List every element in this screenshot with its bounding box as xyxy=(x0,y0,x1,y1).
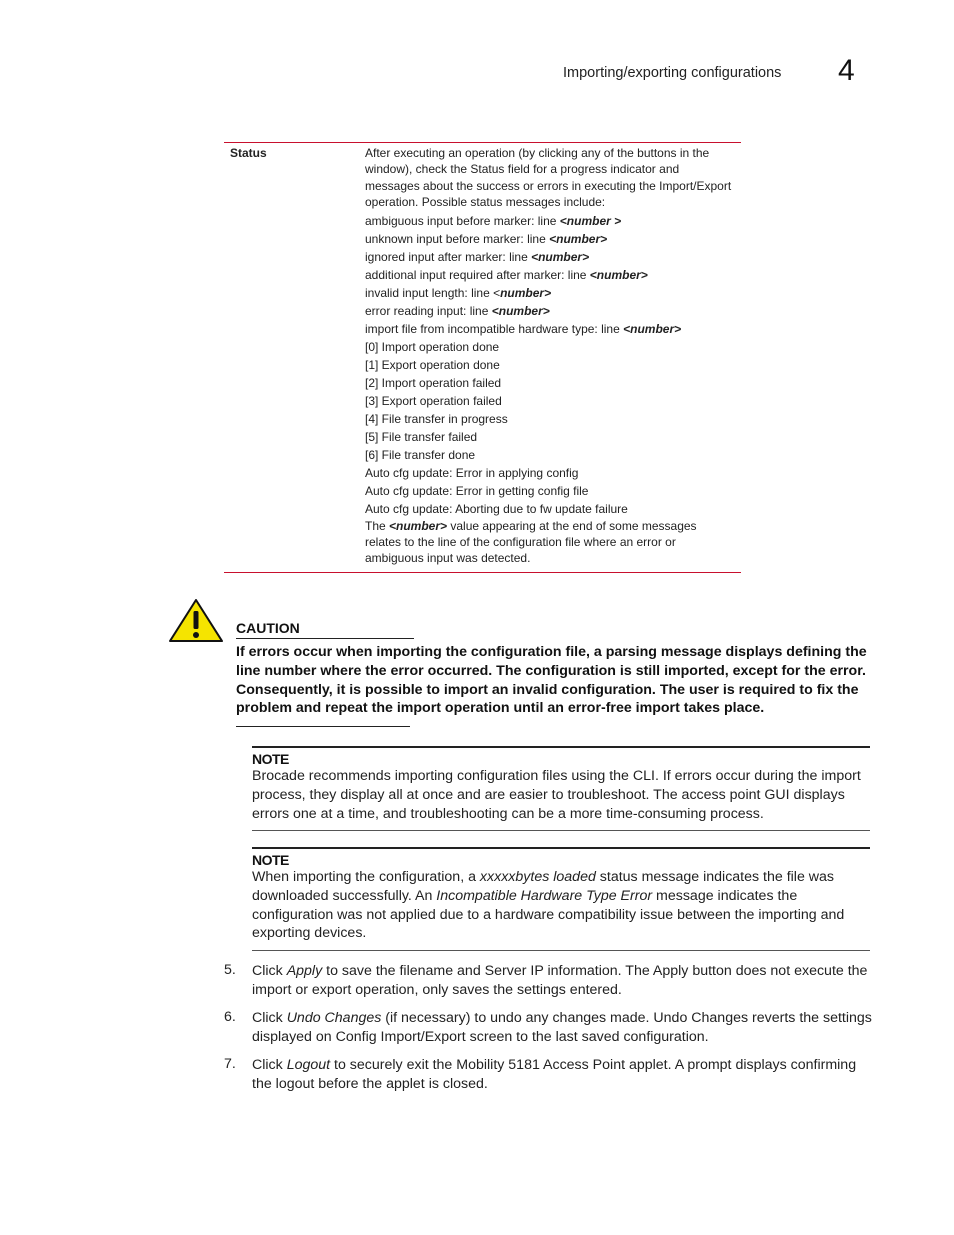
status-message: Auto cfg update: Aborting due to fw update failure xyxy=(365,501,628,516)
status-message: [5] File transfer failed xyxy=(365,429,478,444)
number-token: <number > xyxy=(559,213,622,228)
warning-triangle-icon xyxy=(168,598,224,643)
status-message: import file from incompatible hardware type: line <number> xyxy=(365,321,682,336)
table-top-rule xyxy=(224,142,741,143)
note-rule-top xyxy=(252,847,870,849)
status-message: [6] File transfer done xyxy=(365,447,476,462)
number-token: <number> xyxy=(549,231,608,246)
status-outro: The <number> value appearing at the end of some messages relates to the line of the configuration file where an error or ambiguous input was detected. xyxy=(365,518,697,566)
status-message: invalid input length: line <number> xyxy=(365,285,552,300)
section-title: Importing/exporting configurations xyxy=(563,65,782,81)
status-message: [1] Export operation done xyxy=(365,357,500,372)
step-text: Click Logout to securely exit the Mobility 5181 Access Point applet. A prompt displays confirming the logout before the applet is closed. xyxy=(252,1057,857,1092)
number-token: <number> xyxy=(589,267,648,282)
status-message: ignored input after marker: line <number> xyxy=(365,249,590,264)
step-number: 7. xyxy=(224,1056,236,1072)
status-message: Auto cfg update: Error in getting config file xyxy=(365,483,589,498)
number-token: <number> xyxy=(491,303,550,318)
caution-text: If errors occur when importing the configuration file, a parsing message displays defining the line number where the error occurred. The configuration is still imported, except for the error. Consequently, it is possible to import an invalid configuration. The user is required to fix the problem and repeat the import operation until an error-free import takes place. xyxy=(236,644,867,717)
step-number: 5. xyxy=(224,962,236,978)
chapter-number: 4 xyxy=(838,54,855,87)
status-message: unknown input before marker: line <number> xyxy=(365,231,608,246)
note-rule-top xyxy=(252,746,870,748)
note-rule-bottom xyxy=(252,950,870,951)
status-message: Auto cfg update: Error in applying config xyxy=(365,465,579,480)
status-message: [2] Import operation failed xyxy=(365,375,502,390)
number-token: <number> xyxy=(531,249,590,264)
status-message-list xyxy=(365,212,733,518)
status-message: [4] File transfer in progress xyxy=(365,411,508,426)
note-title: NOTE xyxy=(252,852,289,868)
caution-title: CAUTION xyxy=(236,620,300,636)
status-intro: After executing an operation (by clicking any of the buttons in the window), check the Status field for a progress indicator and messages about the success or errors in executing the Import/Export operation. Possible status messages include: xyxy=(365,146,732,210)
number-token: number> xyxy=(500,285,552,300)
note-text: Brocade recommends importing configuration files using the CLI. If errors occur during the import process, they display all at once and are easier to troubleshoot. The access point GUI displays errors one at a time, and troubleshooting can be a more time-consuming process. xyxy=(252,768,861,822)
status-description xyxy=(365,145,733,567)
status-message: error reading input: line <number> xyxy=(365,303,550,318)
note-title: NOTE xyxy=(252,751,289,767)
note-text: When importing the configuration, a xxxxxbytes loaded status message indicates the file was downloaded successfully. An Incompatible Hardware Type Error message indicates the configuration was not applied due to a hardware compatibility issue between the importing and exporting devices. xyxy=(252,869,845,942)
number-token: <number> xyxy=(389,518,448,533)
number-token: <number> xyxy=(623,321,682,336)
caution-rule-bottom xyxy=(236,726,410,727)
status-message: [0] Import operation done xyxy=(365,339,500,354)
step-text: Click Apply to save the filename and Server IP information. The Apply button does not execute the import or export operation, only saves the settings entered. xyxy=(252,963,868,998)
table-bottom-rule xyxy=(224,572,741,573)
step-text: Click Undo Changes (if necessary) to undo any changes made. Undo Changes reverts the settings displayed on Config Import/Export screen to the last saved configuration. xyxy=(252,1010,872,1045)
status-message: additional input required after marker: line <number> xyxy=(365,267,648,282)
status-message: ambiguous input before marker: line <number > xyxy=(365,213,622,228)
status-label: Status xyxy=(230,146,267,160)
note-rule-bottom xyxy=(252,830,870,831)
caution-rule-top xyxy=(236,638,414,639)
status-message: [3] Export operation failed xyxy=(365,393,502,408)
step-number: 6. xyxy=(224,1009,236,1025)
